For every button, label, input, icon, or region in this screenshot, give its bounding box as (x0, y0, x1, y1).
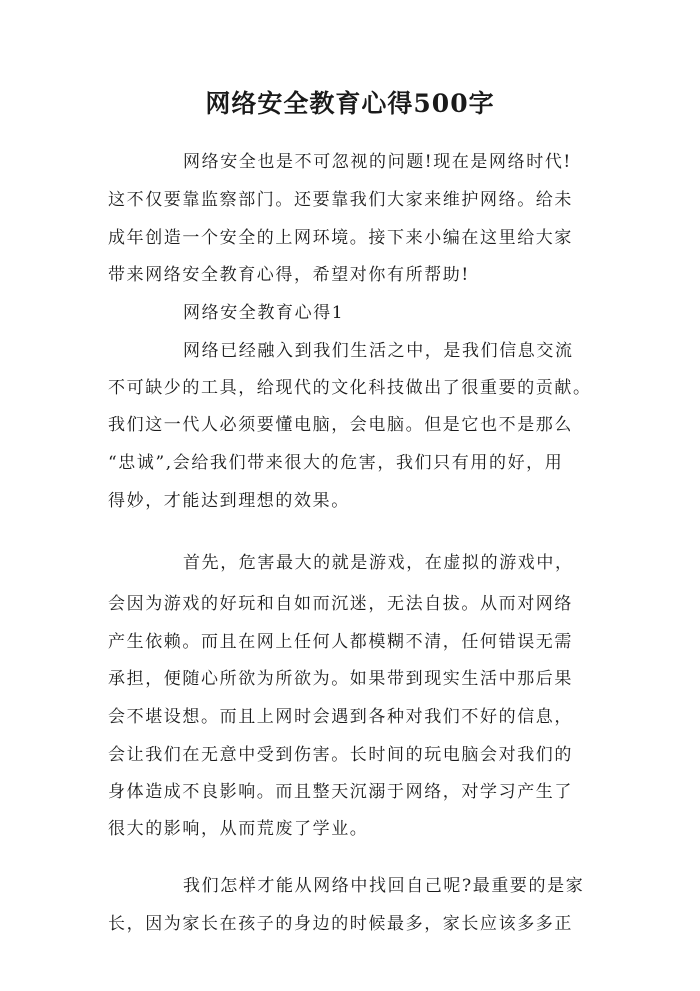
document-title: 网络安全教育心得500字 (205, 89, 495, 118)
section-heading: 网络安全教育心得1 (183, 303, 345, 323)
text-line: 会不堪设想。而且上网时会遇到各种对我们不好的信息， (108, 707, 573, 727)
text-line: 会因为游戏的好玩和自如而沉迷，无法自拔。从而对网络 (108, 594, 573, 614)
text-line: 会让我们在无意中受到伤害。长时间的玩电脑会对我们的 (108, 745, 573, 765)
text-line: 这不仅要靠监察部门。还要靠我们大家来维护网络。给未 (108, 190, 573, 210)
text-line: 网络已经融入到我们生活之中，是我们信息交流 (183, 341, 574, 361)
text-line: 带来网络安全教育心得，希望对你有所帮助! (108, 265, 470, 285)
text-line: 很大的影响，从而荒废了学业。 (108, 819, 369, 839)
text-line: 成年创造一个安全的上网环境。接下来小编在这里给大家 (108, 228, 573, 248)
text-line: 长，因为家长在孩子的身边的时候最多，家长应该多多正 (108, 914, 573, 934)
text-line: 我们怎样才能从网络中找回自己呢?最重要的是家 (183, 876, 585, 896)
text-line: 我们这一代人必须要懂电脑，会电脑。但是它也不是那么 (108, 415, 573, 435)
text-line: 身体造成不良影响。而且整天沉溺于网络，对学习产生了 (108, 782, 573, 802)
text-line: “忠诚”,会给我们带来很大的危害，我们只有用的好，用 (108, 453, 564, 473)
text-line: 网络安全也是不可忽视的问题!现在是网络时代! (183, 152, 572, 172)
text-line: 承担，便随心所欲为所欲为。如果带到现实生活中那后果 (108, 669, 573, 689)
text-line: 首先，危害最大的就是游戏，在虚拟的游戏中， (183, 553, 574, 573)
text-line: 产生依赖。而且在网上任何人都模糊不清，任何错误无需 (108, 632, 573, 652)
text-line: 得妙，才能达到理想的效果。 (108, 491, 350, 511)
text-line: 不可缺少的工具，给现代的文化科技做出了很重要的贡献。 (108, 378, 592, 398)
